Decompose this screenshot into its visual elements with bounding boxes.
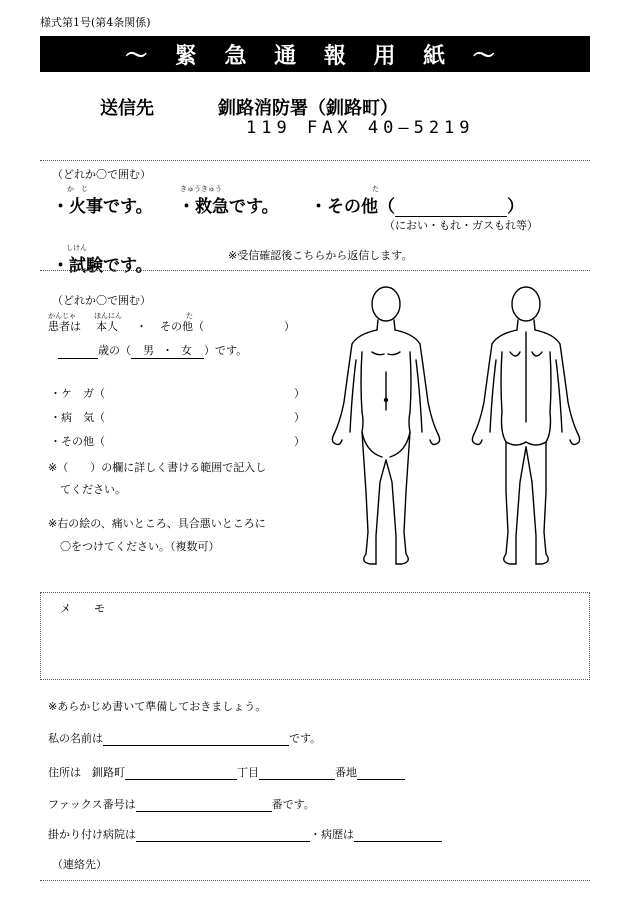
form-id: 様式第1号(第4条関係): [40, 16, 151, 29]
address-row: [48, 764, 405, 780]
option-ambulance[interactable]: ・救急です。: [178, 197, 279, 217]
name-field[interactable]: [103, 733, 289, 746]
destination-label: 送信先: [100, 98, 154, 119]
address-banchi: 番地: [335, 766, 357, 779]
address-label: 住所は 釧路町: [48, 766, 125, 779]
sex-male[interactable]: 男: [143, 344, 154, 357]
name-row: [48, 730, 321, 746]
sex-female[interactable]: 女: [181, 344, 192, 357]
destination-value: 釧路消防署（釧路町）: [218, 98, 398, 119]
ruby-shiken: しけん: [66, 244, 87, 252]
option-fire[interactable]: ・火事です。: [52, 197, 153, 217]
prepare-note: ※あらかじめ書いて準備しておきましょう。: [48, 700, 267, 713]
contact-label: （連絡先）: [52, 858, 107, 871]
memo-box[interactable]: [40, 592, 590, 680]
age-end: ）です。: [204, 344, 248, 357]
divider: [40, 880, 590, 881]
address-town-field[interactable]: [125, 767, 237, 780]
fax-field[interactable]: [136, 799, 272, 812]
patient-label: 患者は: [48, 320, 81, 333]
ruby-ta: た: [372, 185, 379, 193]
address-chome-field[interactable]: [259, 767, 335, 780]
hospital-label: 掛かり付け病院は: [48, 828, 136, 841]
body-back-figure[interactable]: [462, 282, 590, 572]
ruby-ta2: た: [186, 312, 193, 320]
option-test[interactable]: ・試験です。: [52, 256, 153, 276]
patient-other-close: ）: [284, 320, 295, 333]
ruby-honnin: ほんにん: [94, 312, 122, 320]
memo-label: メ モ: [60, 602, 111, 615]
page-title: ～ 緊 急 通 報 用 紙 ～: [125, 43, 505, 69]
age-blank[interactable]: [58, 346, 98, 359]
name-end: です。: [289, 732, 322, 745]
note2-line2: 〇をつけてください。（複数可）: [60, 540, 220, 553]
history-label: ・病歴は: [310, 828, 354, 841]
history-field[interactable]: [354, 829, 442, 842]
ruby-kaji: か じ: [67, 185, 88, 193]
option-other[interactable]: [310, 192, 524, 217]
address-banchi-field[interactable]: [357, 767, 405, 780]
condition-other[interactable]: ・その他（: [50, 435, 105, 448]
body-front-figure[interactable]: [322, 282, 450, 572]
patient-sep: ・: [136, 320, 147, 333]
other-note: （におい・もれ・ガスもれ等）: [384, 219, 538, 232]
other-blank[interactable]: [395, 202, 507, 217]
option-other-label: ・その他（: [310, 197, 395, 217]
note2-line1: ※右の絵の、痛いところ、具合悪いところに: [48, 517, 266, 530]
note1-line2: てください。: [60, 483, 126, 496]
condition-illness[interactable]: ・病 気（: [50, 411, 105, 424]
fax-label: ファックス番号は: [48, 798, 136, 811]
age-row: [58, 342, 247, 359]
hospital-row: [48, 826, 442, 842]
condition-illness-close: ）: [294, 411, 305, 424]
note1-line1: ※（ ）の欄に詳しく書ける範囲で記入し: [48, 461, 267, 474]
section1-instruction: （どれか〇で囲む）: [52, 168, 151, 181]
condition-injury-close: ）: [294, 387, 305, 400]
fax-row: [48, 796, 315, 812]
divider: [40, 270, 590, 271]
test-note: ※受信確認後こちらから返信します。: [228, 249, 413, 262]
sex-dot: ・: [162, 344, 173, 357]
patient-other[interactable]: その他（: [160, 320, 204, 333]
section2-instruction: （どれか〇で囲む）: [52, 294, 151, 307]
condition-injury[interactable]: ・ケ ガ（: [50, 387, 105, 400]
title-bar: [40, 36, 590, 72]
destination-fax: 119 FAX 40―5219: [246, 118, 475, 138]
condition-other-close: ）: [294, 435, 305, 448]
sex-options: [131, 342, 204, 359]
age-suffix: 歳の（: [98, 344, 131, 357]
option-other-close: ）: [507, 197, 524, 217]
name-label: 私の名前は: [48, 732, 103, 745]
address-chome: 丁目: [237, 766, 259, 779]
divider: [40, 160, 590, 161]
hospital-field[interactable]: [136, 829, 310, 842]
patient-self[interactable]: 本人: [96, 320, 118, 333]
ruby-kyukyu: きゅうきゅう: [180, 185, 222, 193]
fax-end: 番です。: [271, 798, 315, 811]
ruby-kanja: かんじゃ: [48, 312, 76, 320]
